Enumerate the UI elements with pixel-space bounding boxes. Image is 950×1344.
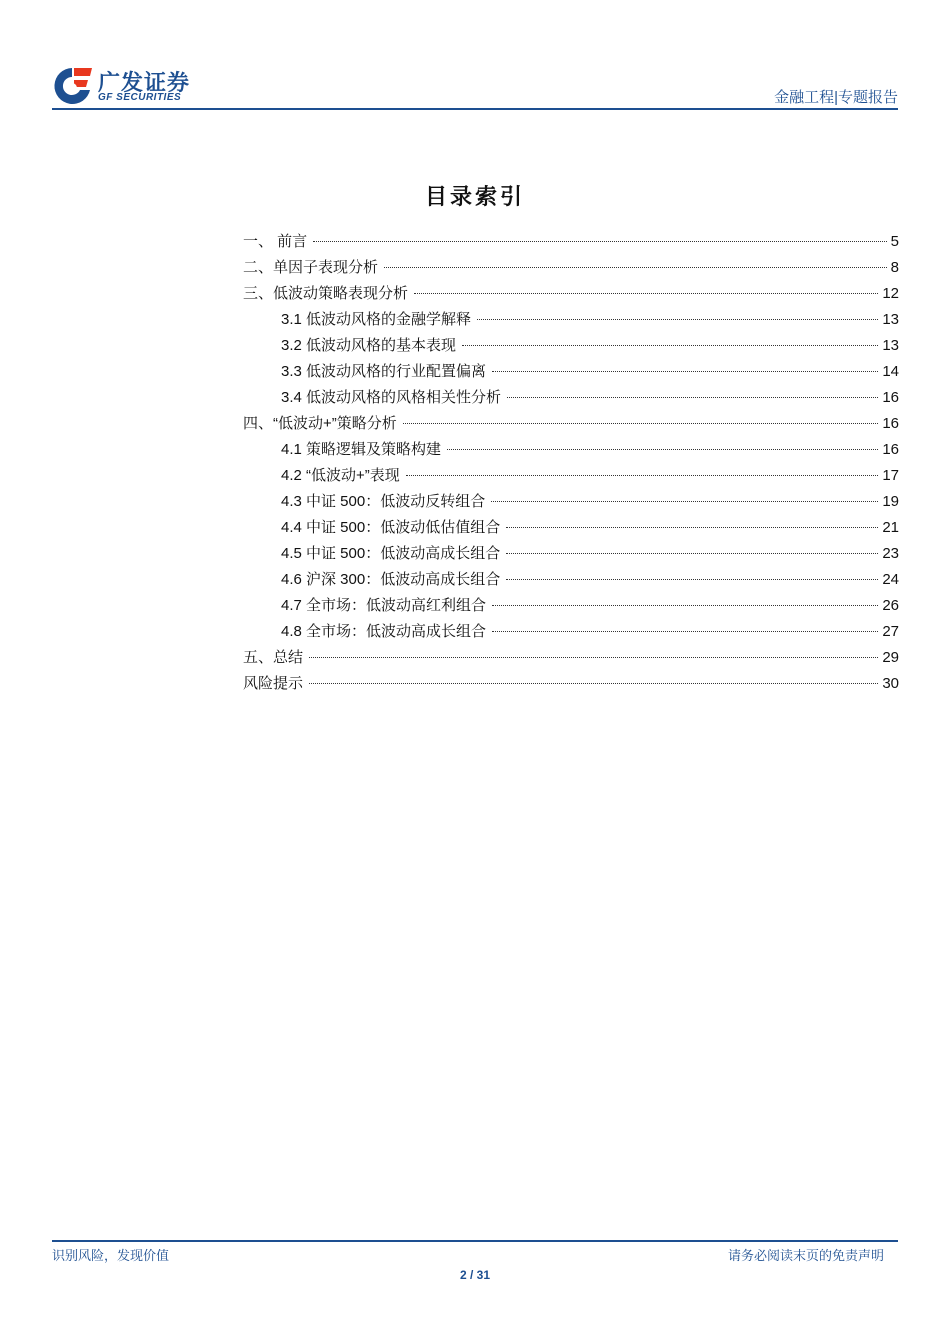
toc-entry-page: 8	[890, 259, 899, 276]
toc-entry-label: 4.4 中证 500：低波动低估值组合	[281, 519, 501, 536]
toc-entry[interactable]	[243, 256, 899, 282]
gf-logo-icon	[50, 64, 96, 108]
toc-leader-dots	[491, 501, 878, 502]
toc-subentry[interactable]	[243, 516, 899, 542]
toc-entry-page: 27	[882, 623, 899, 640]
toc-subentry[interactable]	[243, 464, 899, 490]
toc-subentry[interactable]	[243, 360, 899, 386]
toc-entry-page: 30	[882, 675, 899, 692]
toc-entry-page: 29	[882, 649, 899, 666]
toc-leader-dots	[492, 605, 878, 606]
toc-subentry[interactable]	[243, 334, 899, 360]
toc-entry-label: 3.4 低波动风格的风格相关性分析	[281, 389, 502, 406]
table-of-contents	[243, 230, 899, 698]
toc-entry-page: 16	[882, 415, 899, 432]
toc-leader-dots	[414, 293, 878, 294]
toc-entry-page: 24	[882, 571, 899, 588]
toc-entry-label: 3.2 低波动风格的基本表现	[281, 337, 457, 354]
toc-subentry[interactable]	[243, 490, 899, 516]
toc-entry[interactable]	[243, 412, 899, 438]
toc-entry-label: 3.1 低波动风格的金融学解释	[281, 311, 472, 328]
footer-slogan: 识别风险，发现价值	[52, 1248, 170, 1263]
toc-subentry[interactable]	[243, 594, 899, 620]
toc-leader-dots	[492, 631, 878, 632]
toc-leader-dots	[492, 371, 878, 372]
toc-entry-label: 4.6 沪深 300：低波动高成长组合	[281, 571, 501, 588]
report-category: 金融工程|专题报告	[774, 89, 898, 106]
toc-leader-dots	[384, 267, 887, 268]
toc-entry-label: 风险提示	[243, 675, 304, 692]
page-number: 2 / 31	[459, 1268, 491, 1282]
toc-title: 目录索引	[424, 184, 525, 209]
toc-leader-dots	[403, 423, 879, 424]
toc-entry-label: 四、“低波动+”策略分析	[243, 415, 397, 432]
company-logo	[50, 64, 210, 108]
toc-leader-dots	[309, 657, 878, 658]
toc-entry-page: 17	[882, 467, 899, 484]
logo-en-text: GF SECURITIES	[98, 92, 182, 103]
toc-leader-dots	[406, 475, 879, 476]
toc-entry-page: 5	[890, 233, 899, 250]
toc-entry-page: 12	[882, 285, 899, 302]
header-divider	[52, 108, 898, 110]
toc-entry-label: 五、总结	[243, 649, 304, 666]
toc-leader-dots	[462, 345, 878, 346]
toc-entry-label: 4.7 全市场：低波动高红利组合	[281, 597, 487, 614]
toc-subentry[interactable]	[243, 386, 899, 412]
toc-entry[interactable]	[243, 282, 899, 308]
toc-entry-page: 19	[882, 493, 899, 510]
toc-leader-dots	[447, 449, 878, 450]
toc-subentry[interactable]	[243, 568, 899, 594]
toc-entry-label: 4.2 “低波动+”表现	[281, 467, 400, 484]
toc-entry-label: 3.3 低波动风格的行业配置偏离	[281, 363, 487, 380]
toc-entry[interactable]	[243, 646, 899, 672]
toc-entry-label: 4.3 中证 500：低波动反转组合	[281, 493, 486, 510]
toc-entry-page: 23	[882, 545, 899, 562]
toc-entry-label: 4.5 中证 500：低波动高成长组合	[281, 545, 501, 562]
toc-entry-page: 13	[882, 311, 899, 328]
toc-subentry[interactable]	[243, 438, 899, 464]
toc-leader-dots	[477, 319, 878, 320]
toc-subentry[interactable]	[243, 542, 899, 568]
toc-subentry[interactable]	[243, 308, 899, 334]
toc-entry-page: 14	[882, 363, 899, 380]
toc-leader-dots	[506, 527, 878, 528]
footer-divider	[52, 1240, 898, 1242]
toc-entry-page: 13	[882, 337, 899, 354]
toc-entry-label: 4.8 全市场：低波动高成长组合	[281, 623, 487, 640]
toc-entry-label: 三、低波动策略表现分析	[243, 285, 409, 302]
toc-entry-page: 16	[882, 389, 899, 406]
toc-entry-label: 4.1 策略逻辑及策略构建	[281, 441, 442, 458]
footer-disclaimer-note: 请务必阅读末页的免责声明	[727, 1248, 884, 1263]
logo-cn-text: 广发证券	[98, 70, 191, 95]
toc-leader-dots	[506, 579, 878, 580]
toc-entry-label: 二、单因子表现分析	[243, 259, 379, 276]
toc-entry-page: 21	[882, 519, 899, 536]
toc-leader-dots	[506, 553, 878, 554]
toc-entry-page: 26	[882, 597, 899, 614]
toc-leader-dots	[507, 397, 878, 398]
toc-entry-page: 16	[882, 441, 899, 458]
toc-entry[interactable]	[243, 230, 899, 256]
toc-entry[interactable]	[243, 672, 899, 698]
toc-entry-label: 一、 前言	[243, 233, 308, 250]
toc-leader-dots	[309, 683, 878, 684]
toc-subentry[interactable]	[243, 620, 899, 646]
toc-leader-dots	[313, 241, 886, 242]
